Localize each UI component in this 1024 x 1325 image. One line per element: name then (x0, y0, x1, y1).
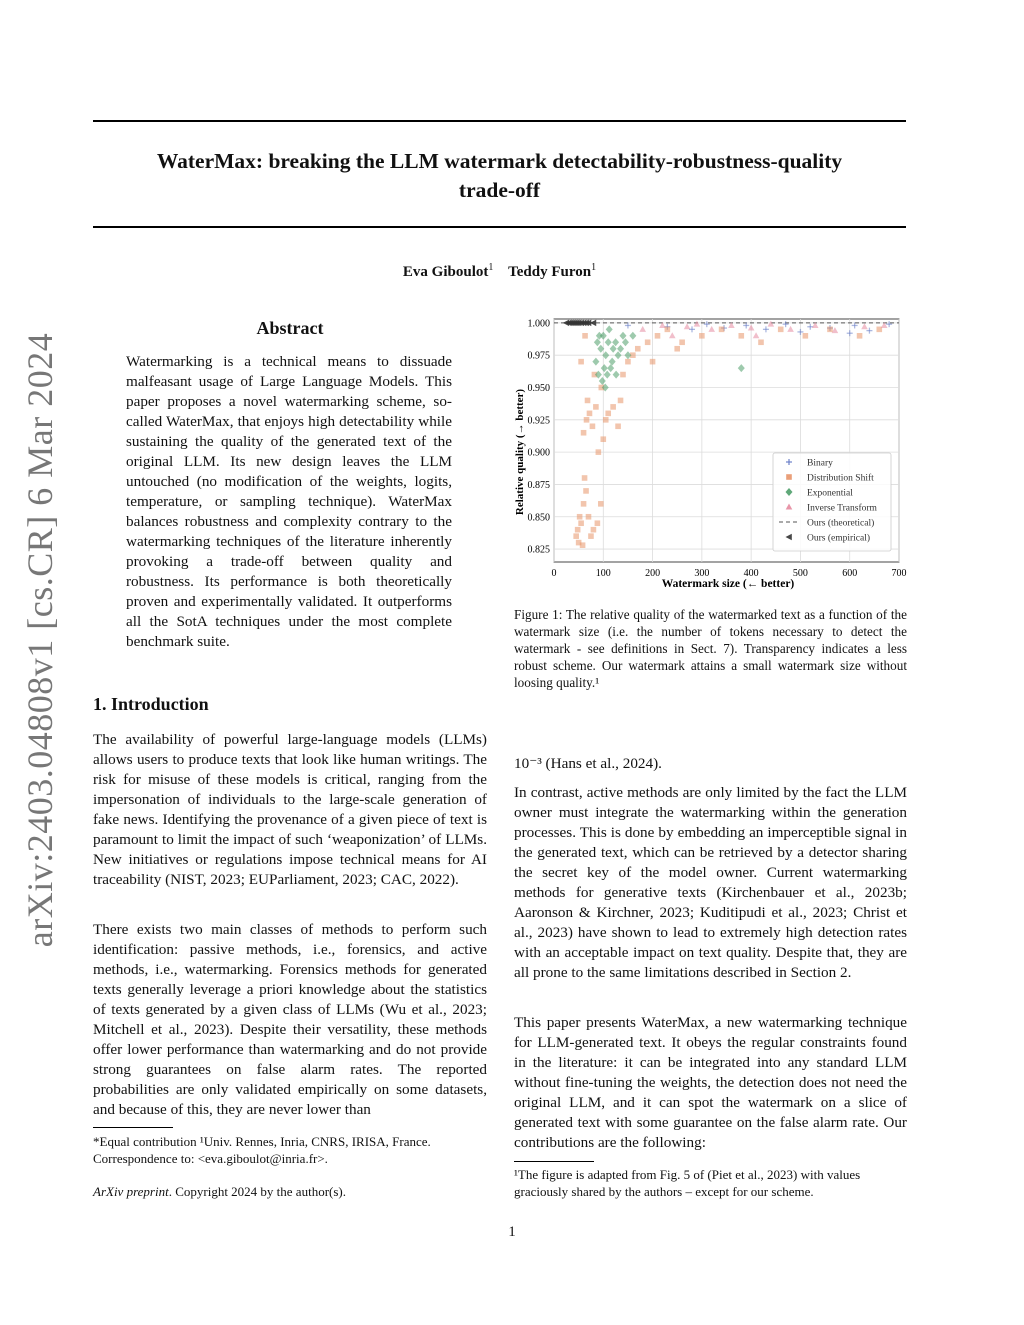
right-paragraph-2: This paper presents WaterMax, a new watermarking technique for LLM-generated text. It obeys the regular constraints found in the literature: it can be integrated into any standard LLM without fine-tuning the weights, the detection does not need the original LLM, and it can spot the watermark on a slice of generated text with some guarantee on the false alarm rate. Our contributions are the following: (514, 1014, 907, 1151)
distribution-shift-point (598, 501, 604, 507)
distribution-shift-point (645, 339, 651, 345)
distribution-shift-point (650, 359, 656, 365)
left-footnote: *Equal contribution ¹Univ. Rennes, Inria, CNRS, IRISA, France. Correspondence to: <eva.giboulot@inria.fr>. (93, 1134, 431, 1166)
distribution-shift-point (625, 359, 631, 365)
distribution-shift-point (584, 417, 590, 423)
right-footnote-rule (514, 1161, 594, 1162)
distribution-shift-point (618, 398, 624, 404)
distribution-shift-point (719, 327, 725, 333)
distribution-shift-point (583, 488, 589, 494)
distribution-shift-point (596, 449, 602, 455)
distribution-shift-point (600, 436, 606, 442)
chart-legend (773, 453, 891, 551)
distribution-shift-point (610, 404, 616, 410)
distribution-shift-point (603, 417, 609, 423)
distribution-shift-point (577, 514, 583, 520)
title-line-1: WaterMax: breaking the LLM watermark detectability-robustness-quality (156, 149, 843, 173)
distribution-shift-point (699, 333, 705, 339)
distribution-shift-point (586, 514, 592, 520)
author-1: Eva Giboulot (402, 264, 489, 280)
distribution-shift-point (582, 475, 588, 481)
distribution-shift-point (595, 520, 601, 526)
left-footnote-rule (93, 1127, 173, 1128)
author-1-affil: 1 (488, 262, 494, 273)
right-paragraph-1: In contrast, active methods are only limited by the fact the LLM owner must integrate the watermarking within the generation processes. This is done by embedding an imperceptible signal in the generated text, which can be retrieved by a detector sharing the secret key of the model owner. Current watermarking methods for generative texts (Kirchenbauer et al., 2023b; Aaronson & Kirchner, 2023; Kuditipudi et al., 2023; Christ et al., 2023) have shown to lead to extremely high detection rates with an acceptable impact on text quality. Despite that, they are all prone to the same limitations described in Section 2. (514, 784, 907, 981)
y-tick-label: 0.875 (527, 479, 550, 491)
x-tick-label: 700 (891, 568, 907, 579)
x-tick-label: 200 (645, 568, 661, 579)
y-tick-label: 0.975 (527, 350, 550, 362)
distribution-shift-point (738, 333, 744, 339)
distribution-shift-point (582, 333, 588, 339)
y-tick-label: 0.950 (527, 383, 550, 395)
distribution-shift-point (591, 527, 597, 533)
distribution-shift-point (674, 346, 680, 352)
distribution-shift-point (679, 339, 685, 345)
y-tick-label: 0.825 (527, 544, 550, 556)
distribution-shift-point (778, 327, 784, 333)
y-axis-label: Relative quality (→ better) (514, 388, 526, 516)
abstract-text: Watermarking is a technical means to dissuade malfeasant usage of Large Language Models. This paper proposes a novel watermarking scheme, so-called WaterMax, that enjoys high detectability while sustaining the quality of the generated text of the original LLM. Its new design leaves the LLM untouched (no modification of the weights, logits, temperature, or sampling technique). WaterMax balances robustness and complexity contrary to the watermarking techniques of the literature inherently provoking a trade-off between quality and robustness. Its performance is both theoretically proven and experimentally validated. It outperforms all the SotA techniques under the most complete benchmark suite. (126, 353, 452, 650)
x-axis-label: Watermark size (← better) (661, 578, 795, 590)
page-number: 1 (508, 1224, 516, 1240)
legend-swatch (786, 474, 792, 480)
distribution-shift-point (575, 527, 581, 533)
intro-paragraph-1: The availability of powerful large-language models (LLMs) allows users to produce texts that look like human writings. The risk for misuse of these models is critical, ranging from the impersonation of individuals to the large-scale generation of fake news. Identifying the provenance of a given piece of text is paramount to limit the impact of such ‘weaponization’ of LLMs. New initiatives or regulations impose technical means for AI traceability (NIST, 2023; EUParliament, 2023; CAC, 2022). (93, 731, 487, 888)
distribution-shift-point (585, 398, 591, 404)
distribution-shift-point (857, 333, 863, 339)
distribution-shift-point (578, 520, 584, 526)
distribution-shift-point (635, 346, 641, 352)
x-tick-label: 500 (792, 568, 808, 579)
legend-label: Ours (theoretical) (807, 518, 875, 529)
distribution-shift-point (581, 430, 587, 436)
intro-heading: 1. Introduction (93, 694, 209, 714)
paper-title (93, 147, 906, 205)
abstract-heading: Abstract (256, 318, 324, 338)
preprint-notice (93, 1183, 487, 1200)
top-rule (93, 120, 906, 122)
distribution-shift-point (581, 501, 587, 507)
distribution-shift-point (827, 327, 833, 333)
preprint-rest: . Copyright 2024 by the author(s). (168, 1184, 346, 1199)
y-tick-label: 0.850 (527, 512, 550, 524)
legend-label: Ours (empirical) (807, 533, 871, 544)
arxiv-side-stamp: arXiv:2403.04808v1 [cs.CR] 6 Mar 2024 (20, 332, 60, 948)
distribution-shift-point (605, 411, 611, 417)
x-tick-label: 100 (595, 568, 611, 579)
right-footnote: ¹The figure is adapted from Fig. 5 of (Piet et al., 2023) with values graciously shared by the authors – except for our scheme. (514, 1167, 861, 1199)
distribution-shift-point (588, 533, 594, 539)
author-2: Teddy Furon (508, 264, 592, 280)
intro-paragraph-2: There exists two main classes of methods to perform such identification: passive methods, i.e., forensics, and active methods, i.e., watermarking. Forensics methods for generated texts generally leverage a priori knowledge about the statistics of texts generated by a given class of LLMs (Wu et al., 2023; Mitchell et al., 2023). Despite their versatility, these methods offer lower performance than watermarking and do not provide strong guarantees on false alarm rates. The reported probabilities are only validated empirically on some datasets, and because of this, they are never lower than (93, 921, 487, 1118)
legend-label: Inverse Transform (807, 503, 877, 514)
right-paragraph-0: 10⁻³ (Hans et al., 2024). (514, 755, 662, 772)
author-list (93, 262, 906, 281)
author-2-affil: 1 (591, 262, 597, 273)
distribution-shift-point (803, 333, 809, 339)
figure-1-chart (507, 312, 907, 597)
distribution-shift-point (578, 359, 584, 365)
distribution-shift-point (615, 423, 621, 429)
distribution-shift-point (758, 339, 764, 345)
distribution-shift-point (580, 542, 586, 548)
title-bottom-rule (93, 226, 906, 228)
distribution-shift-point (573, 533, 579, 539)
y-tick-label: 0.925 (527, 415, 550, 427)
distribution-shift-point (590, 423, 596, 429)
y-tick-label: 0.900 (527, 447, 550, 459)
preprint-italic: ArXiv preprint (93, 1184, 169, 1199)
distribution-shift-point (593, 404, 599, 410)
x-tick-label: 600 (842, 568, 858, 579)
y-tick-label: 1.000 (527, 318, 550, 330)
title-line-2: trade-off (458, 178, 541, 202)
distribution-shift-point (655, 333, 661, 339)
legend-label: Distribution Shift (807, 473, 874, 484)
legend-label: Exponential (807, 488, 853, 499)
x-tick-label: 300 (694, 568, 710, 579)
distribution-shift-point (587, 411, 593, 417)
distribution-shift-point (620, 372, 626, 378)
x-tick-label: 0 (551, 568, 557, 579)
figure-1-caption: Figure 1: The relative quality of the watermarked text as a function of the watermark size (i.e. the number of tokens necessary to detect the watermark - see definitions in Sect. 7). Transparency indicates a less robust scheme. Our watermark attains a small watermark size without loosing quality.¹ (514, 607, 907, 690)
legend-label: Binary (807, 458, 833, 469)
x-tick-label: 400 (743, 568, 759, 579)
